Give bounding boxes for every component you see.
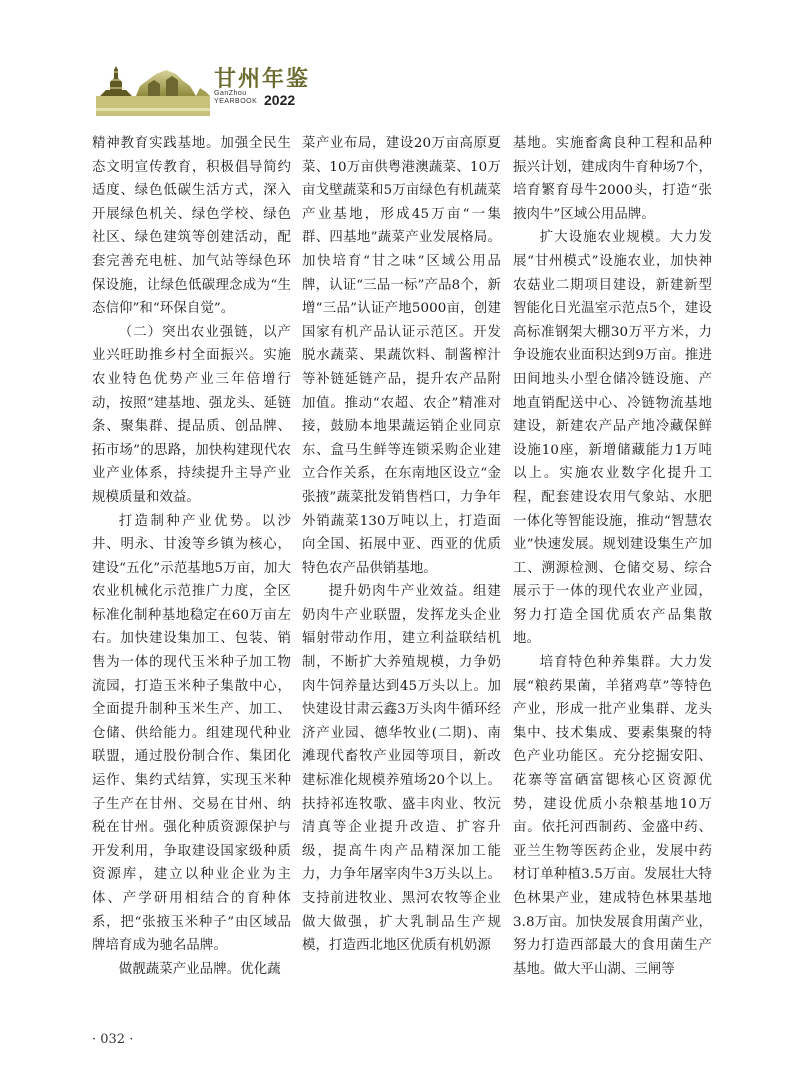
page-number: · 032 ·	[92, 1032, 134, 1047]
yearbook-year: 2022	[264, 92, 296, 108]
paragraph: 培育特色种养集群。大力发展“粮药果菌，羊猪鸡草”等特色产业，形成一批产业集群、龙头集中、技术集成、要素集聚的特色产业功能区。充分挖掘安阳、花寨等富硒富锶核心区资源优势，建设优质小杂粮基地10万亩。依托河西制药、金盛中药、亚兰生物等医药企业，发展中药材订单种植3.5万亩。发展壮大特色林果产业，建成特色林果基地3.8万亩。加快发展食用菌产业，努力打造西部最大的食用菌生产基地。做大平山湖、三闸等	[513, 655, 712, 977]
paragraph: 提升奶肉牛产业效益。组建奶肉牛产业联盟，发挥龙头企业辐射带动作用，建立利益联结机制，不断扩大养殖规模，力争奶肉牛饲养量达到45万头以上。加快建设甘肃云鑫3万头肉牛循环经济产业园、德华牧业(二期)、南滩现代畜牧产业园等项目，新改建标准化规模养殖场20个以上。扶持祁连牧歌、盛丰肉业、牧沅清真等企业提升改造、扩容升级，提高牛肉产品精深加工能力，力争年屠宰肉牛3万头以上。支持前进牧业、黑河农牧等企业做大做强，扩大乳制品生产规模，打造西北地区优质有机奶源	[302, 584, 501, 954]
text-column-1	[92, 132, 291, 981]
paragraph: 菜产业布局，建设20万亩高原夏菜、10万亩供粤港澳蔬菜、10万亩戈壁蔬菜和5万亩绿色有机蔬菜产业基地，形成45万亩“一集群、四基地”蔬菜产业发展格局。加快培育“甘之味”区域公用品牌，认证“三品一标”产品8个，新增“三品”认证产地5000亩，创建国家有机产品认证示范区。开发脱水蔬菜、果蔬饮料、制酱榨汁等补链延链产品，提升农产品附加值。推动“农超、农企”精准对接，鼓励本地果蔬运销企业同京东、盒马生鲜等连锁采购企业建立合作关系，在东南地区设立“金张掖”蔬菜批发销售档口，力争年外销蔬菜130万吨以上，打造面向全国、拓展中亚、西亚的优质特色农产品供销基地。	[302, 136, 501, 576]
paragraph: 做靓蔬菜产业品牌。优化蔬	[118, 961, 281, 977]
text-column-2	[302, 132, 501, 958]
yearbook-en-line1: GanZhou	[214, 90, 247, 97]
paragraph: 扩大设施农业规模。大力发展“甘州模式”设施农业，加快神农菇业二期项目建设，新建新型智能化日光温室示范点5个，建设高标准钢架大棚30万平方米，力争设施农业面积达到9万亩。推进田间地头小型仓储冷链设施、产地直销配送中心、冷链物流基地建设，新建农产品产地冷藏保鲜设施10座，新增储藏能力1万吨以上。实施农业数字化提升工程，配套建设农用气象站、水肥一体化等智能设施，推动“智慧农业”快速发展。规划建设集生产加工、溯源检测、仓储交易、综合展示于一体的现代农业产业园，努力打造全国优质农产品集散地。	[513, 230, 712, 647]
yearbook-header	[96, 56, 356, 116]
text-column-3	[513, 132, 712, 981]
yearbook-title: 甘州年鉴	[214, 66, 311, 92]
paragraph: （二）突出农业强链，以产业兴旺助推乡村全面振兴。实施农业特色优势产业三年倍增行动，按照“建基地、强龙头、延链条、聚集群、提品质、创品牌、拓市场”的思路，加快构建现代农业产业体系，持续提升主导产业规模质量和效益。	[92, 324, 291, 505]
paragraph: 打造制种产业优势。以沙井、明永、甘浚等乡镇为核心，建设“五化”示范基地5万亩，加大农业机械化示范推广力度，全区标准化制种基地稳定在60万亩左右。加快建设集加工、包装、销售为一体的现代玉米种子加工物流园，打造玉米种子集散中心，全面提升制种玉米生产、加工、仓储、供给能力。组建现代种业联盟，通过股份制合作、集团化运作、集约式结算，实现玉米种子生产在甘州、交易在甘州、纳税在甘州。强化种质资源保护与开发利用，争取建设国家级种质资源库，建立以种业企业为主体、产学研用相结合的育种体系，把“张掖玉米种子”由区域品牌培育成为驰名品牌。	[92, 513, 291, 954]
pagoda-building-icon	[96, 56, 210, 116]
paragraph: 精神教育实践基地。加强全民生态文明宣传教育，积极倡导简约适度、绿色低碳生活方式，深入开展绿色机关、绿色学校、绿色社区、绿色建筑等创建活动，配套完善充电桩、加气站等绿色环保设施，让绿色低碳理念成为“生态信仰”和“环保自觉”。	[92, 136, 291, 317]
yearbook-en-line2: YEARBOOK	[214, 98, 258, 105]
paragraph: 基地。实施畜禽良种工程和品种振兴计划，建成肉牛育种场7个，培育繁育母牛2000头，打造“张掖肉牛”区域公用品牌。	[513, 136, 712, 222]
